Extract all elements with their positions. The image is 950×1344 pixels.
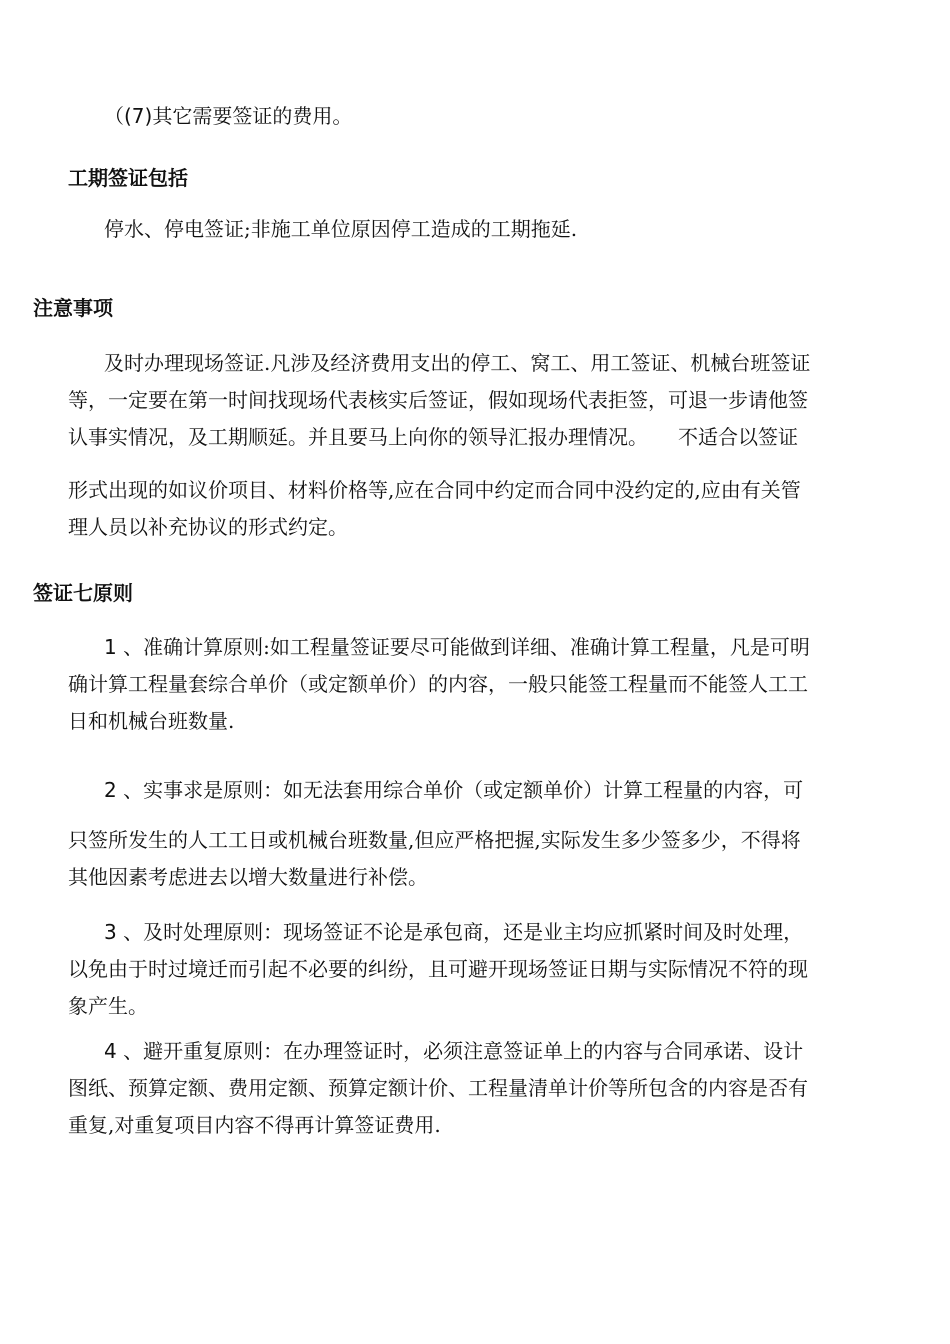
principle-2-line-2: 只签所发生的人工工日或机械台班数量,但应严格把握,实际发生多少签多少，不得将 — [68, 828, 801, 852]
principle-3-number: 3 — [104, 920, 117, 944]
item-7-line: （(7)其它需要签证的费用。 — [104, 104, 353, 128]
principle-4-paragraph — [68, 1033, 896, 1144]
principle-2-line-3: 其他因素考虑进去以增大数量进行补偿。 — [68, 865, 428, 889]
schedule-heading: 工期签证包括 — [68, 166, 188, 190]
schedule-paragraph — [68, 211, 896, 248]
item-7-paragraph — [68, 98, 896, 135]
principle-3-line-2: 以免由于时过境迁而引起不必要的纠纷，且可避开现场签证日期与实际情况不符的现 — [68, 957, 808, 981]
notes-line-5: 理人员以补充协议的形式约定。 — [68, 515, 348, 539]
principle-4-number: 4 — [104, 1039, 117, 1063]
notes-line-1: 及时办理现场签证.凡涉及经济费用支出的停工、窝工、用工签证、机械台班签证 — [104, 351, 811, 375]
principle-4-text-1: 、避开重复原则：在办理签证时，必须注意签证单上的内容与合同承诺、设计 — [123, 1039, 804, 1063]
item-7-label: (7) — [124, 104, 153, 128]
principle-3-line-3: 象产生。 — [68, 994, 148, 1018]
principle-3-text-1: 、及时处理原则：现场签证不论是承包商，还是业主均应抓紧时间及时处理， — [123, 920, 804, 944]
principle-3-line-1 — [68, 914, 896, 951]
principle-1-line-2: 确计算工程量套综合单价（或定额单价）的内容，一般只能签工程量而不能签人工工 — [68, 672, 808, 696]
notes-paragraph-b — [68, 472, 896, 546]
principle-3-paragraph — [68, 914, 896, 1025]
schedule-body: 停水、停电签证;非施工单位原因停工造成的工期拖延. — [104, 217, 578, 241]
principle-2-number: 2 — [104, 778, 117, 802]
principle-1-paragraph — [68, 629, 896, 740]
principles-heading: 签证七原则 — [33, 581, 133, 605]
principle-1-number: 1 — [104, 635, 117, 659]
notes-heading: 注意事项 — [33, 296, 113, 320]
notes-line-4: 形式出现的如议价项目、材料价格等,应在合同中约定而合同中没约定的,应由有关管 — [68, 478, 801, 502]
notes-paragraph-a — [68, 345, 896, 456]
principle-2-paragraph-b — [68, 822, 896, 896]
principle-1-line-3: 日和机械台班数量. — [68, 709, 235, 733]
principle-4-line-3: 重复,对重复项目内容不得再计算签证费用. — [68, 1113, 441, 1137]
principle-2-line-1 — [68, 772, 896, 809]
principle-4-line-2: 图纸、预算定额、费用定额、预算定额计价、工程量清单计价等所包含的内容是否有 — [68, 1076, 808, 1100]
principle-1-text-1: 、准确计算原则:如工程量签证要尽可能做到详细、准确计算工程量，凡是可明 — [123, 635, 810, 659]
principle-1-line-1 — [68, 629, 896, 666]
principle-2-text-1: 、实事求是原则：如无法套用综合单价（或定额单价）计算工程量的内容，可 — [123, 778, 804, 802]
principle-2-paragraph-a — [68, 772, 896, 809]
notes-line-3: 认事实情况，及工期顺延。并且要马上向你的领导汇报办理情况。 不适合以签证 — [68, 425, 798, 449]
principle-4-line-1 — [68, 1033, 896, 1070]
notes-line-2: 等，一定要在第一时间找现场代表核实后签证，假如现场代表拒签，可退一步请他签 — [68, 388, 808, 412]
item-7-text: 其它需要签证的费用。 — [152, 104, 353, 128]
